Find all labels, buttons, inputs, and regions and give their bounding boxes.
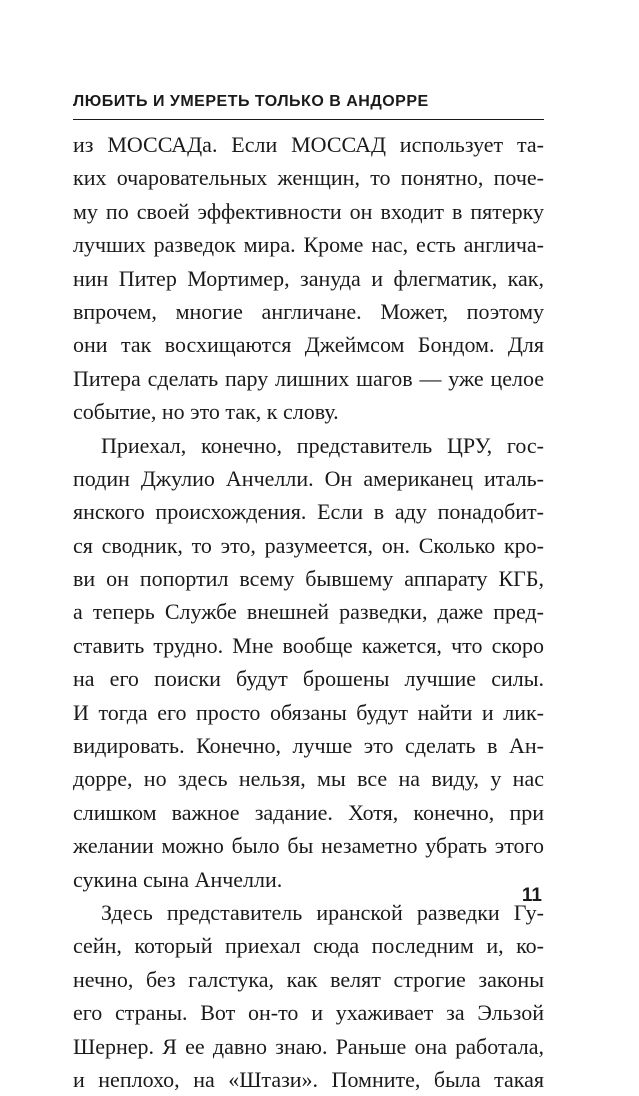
text-line: на его поиски будут брошены лучшие силы. bbox=[73, 666, 544, 692]
page-number: 11 bbox=[521, 885, 542, 906]
text-line: желании можно было бы незаметно убрать этого bbox=[73, 833, 544, 859]
text-line: сукина сына Анчелли. bbox=[73, 866, 283, 892]
text-line: дорре, но здесь нельзя, мы все на виду, у нас bbox=[73, 766, 544, 792]
text-line: и неплохо, на «Штази». Помните, была такая bbox=[73, 1066, 544, 1092]
text-line: подин Джулио Анчелли. Он американец италь- bbox=[73, 465, 544, 491]
text-line: нин Питер Мортимер, зануда и флегматик, как, bbox=[73, 265, 544, 291]
text-line: нечно, без галстука, как велят строгие законы bbox=[73, 966, 544, 992]
text-line: янского происхождения. Если в аду понадобит- bbox=[73, 499, 544, 525]
text-line: из МОССАДа. Если МОССАД использует та- bbox=[73, 132, 544, 157]
text-line: впрочем, многие англичане. Может, поэтому bbox=[73, 298, 544, 324]
text-line: ся сводник, то это, разумеется, он. Сколько кро- bbox=[73, 532, 544, 558]
text-line: му по своей эффективности он входит в пятерку bbox=[73, 198, 544, 224]
text-line: его страны. Вот он-то и ухаживает за Эльзой bbox=[73, 1000, 544, 1026]
text-line: Питера сделать пару лишних шагов — уже целое bbox=[73, 365, 544, 391]
text-line: Приехал, конечно, представитель ЦРУ, гос- bbox=[101, 432, 544, 458]
text-line: лучших разведок мира. Кроме нас, есть англича- bbox=[73, 232, 544, 258]
text-line: событие, но это так, к слову. bbox=[73, 399, 339, 425]
text-line: видировать. Конечно, лучше это сделать в Ан- bbox=[73, 733, 544, 759]
text-line: ви он попортил всему бывшему аппарату КГБ, bbox=[73, 566, 544, 592]
text-line: ких очаровательных женщин, то понятно, поче- bbox=[73, 165, 544, 191]
running-head-title: ЛЮБИТЬ И УМЕРЕТЬ ТОЛЬКО В АНДОРРЕ bbox=[73, 93, 429, 110]
text-line: а теперь Службе внешней разведки, даже пред- bbox=[73, 599, 544, 625]
text-line: сейн, который приехал сюда последним и, ко- bbox=[73, 933, 544, 959]
header-rule bbox=[73, 119, 544, 120]
text-line: они так восхищаются Джеймсом Бондом. Для bbox=[73, 332, 544, 358]
text-line: И тогда его просто обязаны будут найти и лик- bbox=[73, 699, 544, 725]
text-line: ставить трудно. Мне вообще кажется, что скоро bbox=[73, 632, 544, 658]
text-line: Шернер. Я ее давно знаю. Раньше она работала, bbox=[73, 1033, 544, 1059]
text-line: слишком важное задание. Хотя, конечно, при bbox=[73, 799, 544, 825]
text-line: Здесь представитель иранской разведки Гу- bbox=[101, 899, 544, 925]
body-text bbox=[73, 128, 544, 1096]
